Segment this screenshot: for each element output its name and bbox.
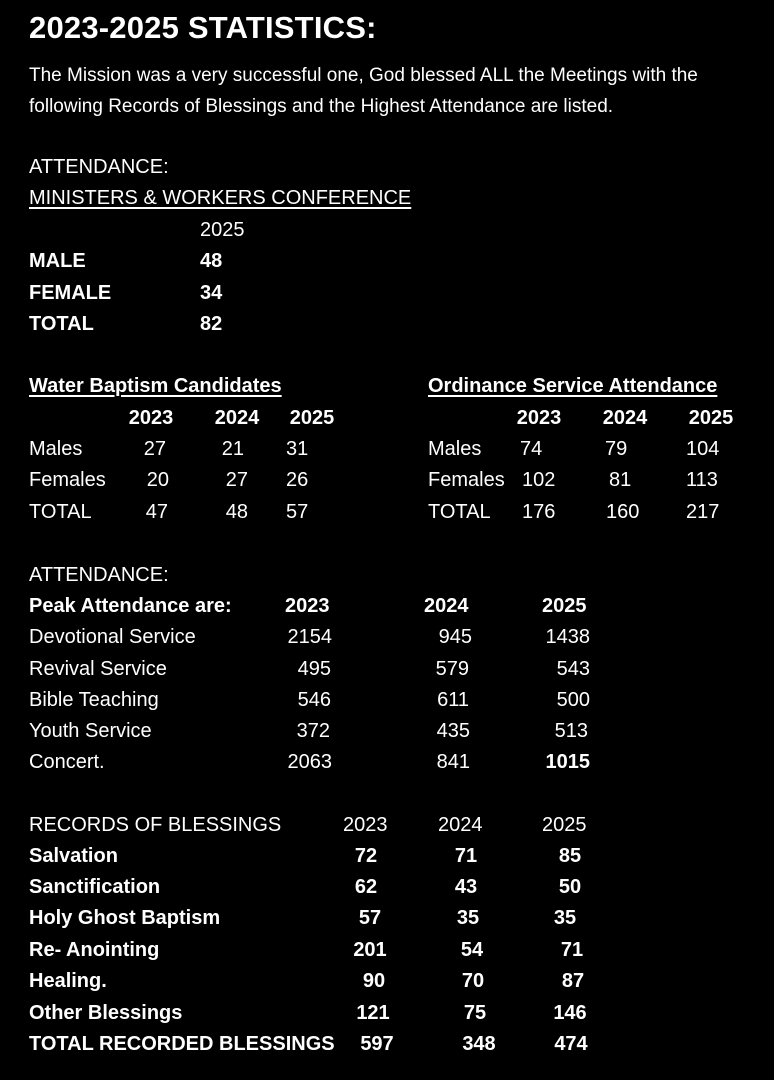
blessings-heading: RECORDS OF BLESSINGS	[29, 814, 282, 836]
row-value: 176	[522, 501, 556, 523]
row-value: 543	[556, 658, 590, 680]
row-value: 27	[225, 469, 248, 491]
row-value: 1438	[545, 626, 590, 648]
peak-year-header: 2024	[424, 595, 469, 617]
row-value: 70	[461, 970, 485, 992]
row-value: 71	[454, 845, 478, 867]
ordinance-year-header: 2024	[602, 407, 648, 429]
row-value: 57	[358, 907, 382, 929]
row-value: 201	[353, 939, 387, 961]
row-label: Bible Teaching	[29, 689, 159, 711]
row-value: 35	[553, 907, 577, 929]
row-value: 146	[553, 1002, 587, 1024]
row-label: Sanctification	[29, 876, 161, 898]
row-value: 546	[297, 689, 331, 711]
baptism-heading: Water Baptism Candidates	[29, 375, 282, 397]
row-value: 71	[560, 939, 584, 961]
row-label: Males	[29, 438, 83, 460]
row-value: 26	[286, 469, 309, 491]
row-label: Re- Anointing	[29, 939, 160, 961]
intro-paragraph: The Mission was a very successful one, God blessed ALL the Meetings with the following Records of Blessings and the Highest Attendance are listed.	[29, 65, 698, 117]
row-value: 579	[435, 658, 469, 680]
row-value: 160	[606, 501, 640, 523]
row-label: Holy Ghost Baptism	[29, 907, 221, 929]
baptism-year-header: 2023	[128, 407, 174, 429]
row-value: 81	[609, 469, 632, 491]
row-value: 435	[436, 720, 470, 742]
row-value: 102	[522, 469, 556, 491]
row-value: 48	[200, 250, 223, 272]
row-value: 90	[362, 970, 386, 992]
row-value: 48	[225, 501, 248, 523]
row-value: 47	[145, 501, 168, 523]
row-value: 2063	[287, 751, 332, 773]
ordinance-year-header: 2023	[516, 407, 562, 429]
row-label: Females	[29, 469, 106, 491]
row-value: 1015	[545, 751, 590, 773]
peak-attendance-subheading: Peak Attendance are:	[29, 595, 232, 617]
row-value: 945	[438, 626, 472, 648]
ministers-attendance-heading: ATTENDANCE:	[29, 156, 169, 178]
row-value: 74	[520, 438, 543, 460]
row-value: 474	[554, 1033, 588, 1055]
row-value: 21	[221, 438, 244, 460]
blessings-year-header: 2024	[438, 814, 483, 836]
row-value: 75	[463, 1002, 487, 1024]
ministers-year-header: 2025	[200, 219, 245, 241]
row-value: 841	[436, 751, 470, 773]
row-value: 43	[454, 876, 478, 898]
row-label: Revival Service	[29, 658, 167, 680]
row-label: Healing.	[29, 970, 107, 992]
row-value: 85	[558, 845, 582, 867]
row-value: 54	[460, 939, 484, 961]
row-value: 513	[554, 720, 588, 742]
row-value: 500	[556, 689, 590, 711]
row-value: 62	[354, 876, 378, 898]
row-value: 20	[146, 469, 169, 491]
row-value: 495	[297, 658, 331, 680]
row-label: Other Blessings	[29, 1002, 183, 1024]
row-value: 104	[686, 438, 720, 460]
row-value: 372	[296, 720, 330, 742]
row-value: 35	[456, 907, 480, 929]
row-value: 597	[360, 1033, 394, 1055]
row-label: TOTAL	[29, 501, 92, 523]
row-value: 57	[286, 501, 309, 523]
row-label: TOTAL	[428, 501, 491, 523]
row-value: 348	[462, 1033, 496, 1055]
row-value: 34	[200, 282, 223, 304]
row-value: 72	[354, 845, 378, 867]
row-value: 87	[561, 970, 585, 992]
ministers-conference-heading: MINISTERS & WORKERS CONFERENCE	[29, 187, 412, 209]
baptism-year-header: 2024	[214, 407, 260, 429]
baptism-year-header: 2025	[289, 407, 335, 429]
row-label: FEMALE	[29, 282, 112, 304]
peak-attendance-heading: ATTENDANCE:	[29, 564, 169, 586]
row-value: 121	[356, 1002, 390, 1024]
peak-year-header: 2025	[542, 595, 587, 617]
row-value: 79	[605, 438, 628, 460]
row-value: 113	[686, 469, 718, 491]
row-value: 217	[686, 501, 720, 523]
row-label: Youth Service	[29, 720, 152, 742]
row-value: 2154	[287, 626, 332, 648]
blessings-year-header: 2023	[343, 814, 388, 836]
row-value: 27	[143, 438, 166, 460]
ordinance-heading: Ordinance Service Attendance	[428, 375, 718, 397]
row-value: 50	[558, 876, 582, 898]
row-label: Females	[428, 469, 505, 491]
ordinance-year-header: 2025	[688, 407, 734, 429]
row-value: 31	[286, 438, 309, 460]
row-label: Salvation	[29, 845, 118, 867]
row-label: TOTAL RECORDED BLESSINGS	[29, 1033, 335, 1055]
row-value: 82	[200, 313, 223, 335]
row-value: 611	[437, 689, 469, 711]
blessings-year-header: 2025	[542, 814, 587, 836]
peak-year-header: 2023	[285, 595, 330, 617]
row-label: Concert.	[29, 751, 105, 773]
row-label: MALE	[29, 250, 86, 272]
row-label: TOTAL	[29, 313, 94, 335]
row-label: Males	[428, 438, 482, 460]
row-label: Devotional Service	[29, 626, 196, 648]
page-title: 2023-2025 STATISTICS:	[29, 10, 377, 45]
